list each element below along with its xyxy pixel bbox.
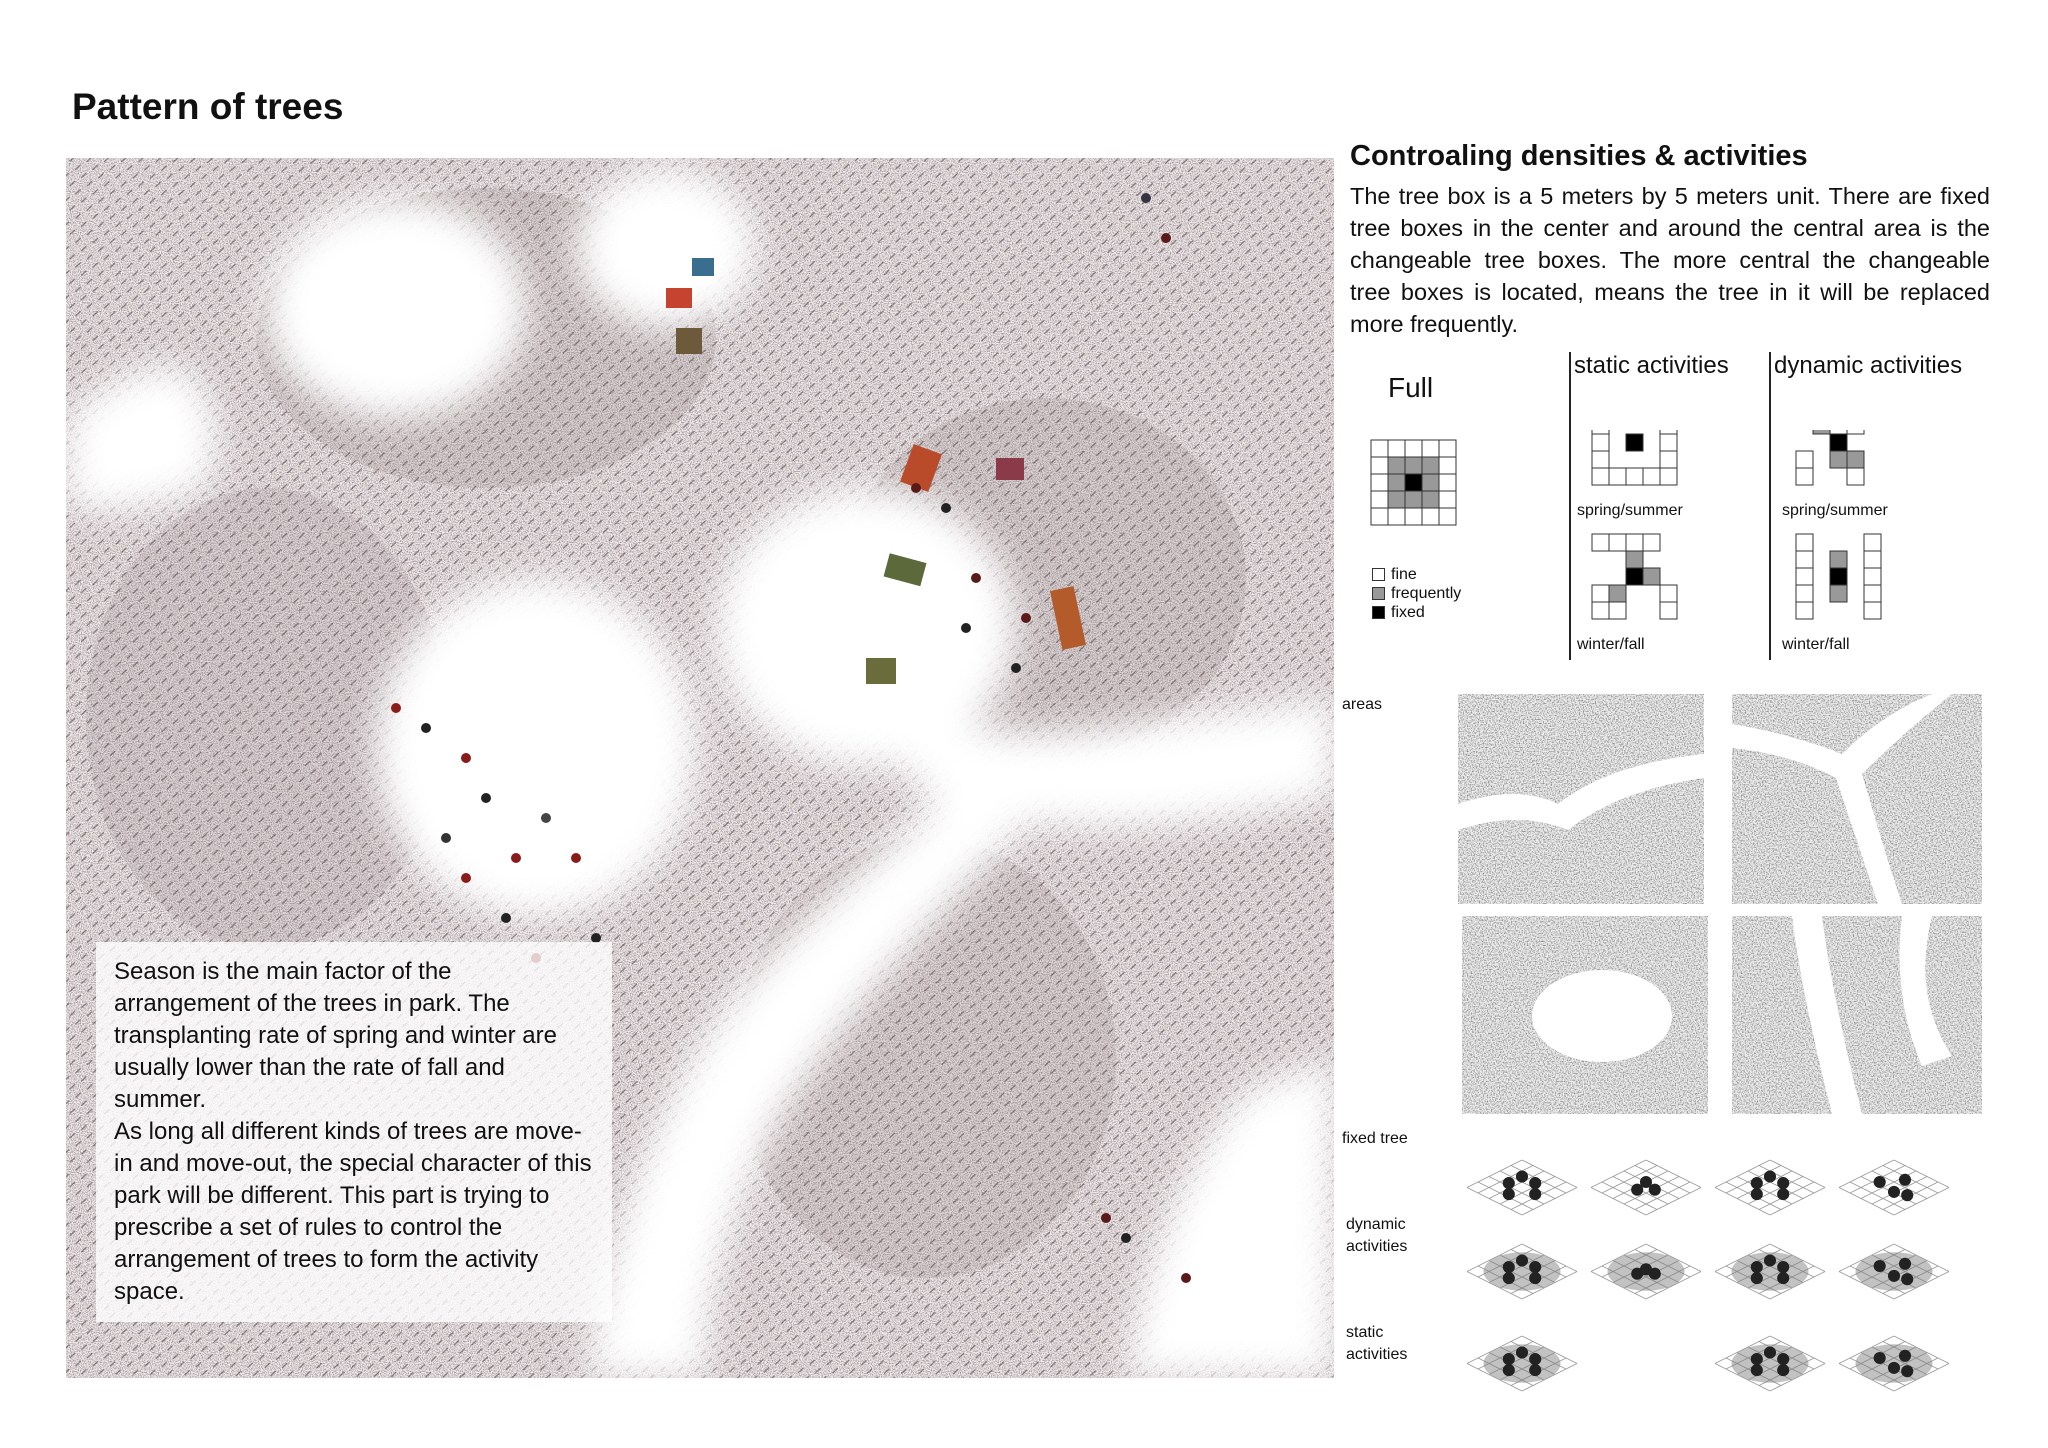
tree-box-cell <box>1796 451 1813 468</box>
tree-box-cell <box>1796 568 1813 585</box>
tree-box-cell <box>1660 451 1677 468</box>
tree-box-cell <box>1626 468 1643 485</box>
tree-box-cell <box>1626 534 1643 551</box>
tree-box-cell <box>1643 534 1660 551</box>
tree-box-cell <box>1371 508 1388 525</box>
grid-static-spring-summer <box>1592 430 1677 485</box>
tree-box-cell <box>1847 468 1864 485</box>
tree-box-cell <box>1626 551 1643 568</box>
tree-box-cell <box>1609 585 1626 602</box>
tree-box-cell <box>1371 474 1388 491</box>
dynamic-activities-heading: dynamic activities <box>1774 352 1963 379</box>
areas-label: areas <box>1342 696 1383 713</box>
tree-box-cell <box>1864 602 1881 619</box>
tree-box-cell <box>1592 585 1609 602</box>
tree-box-cell <box>1796 585 1813 602</box>
tree-box-cell <box>1796 551 1813 568</box>
tree-box-cell <box>1592 602 1609 619</box>
iso-fixed-3 <box>1715 1160 1825 1215</box>
tree-box-cell <box>1371 440 1388 457</box>
area-thumb-3 <box>1462 916 1708 1114</box>
tree-box-cell <box>1864 534 1881 551</box>
tree-box-cell <box>1439 491 1456 508</box>
dynamic-winter-fall-label: winter/fall <box>1782 636 1850 653</box>
iso-fixed-1 <box>1467 1160 1577 1215</box>
tree-box-cell <box>1592 434 1609 451</box>
dynamic-spring-summer-label: spring/summer <box>1782 502 1888 519</box>
page-title: Pattern of trees <box>72 86 344 127</box>
area-thumbnails <box>1458 694 1982 1114</box>
static-activities-heading: static activities <box>1574 352 1729 379</box>
tree-box-cell <box>1422 440 1439 457</box>
tree-box-cell <box>1439 440 1456 457</box>
tree-box-cell <box>1830 585 1847 602</box>
tree-box-cell <box>1864 551 1881 568</box>
tree-box-cell <box>1796 602 1813 619</box>
tree-box-cell <box>1830 568 1847 585</box>
tree-box-cell <box>1643 568 1660 585</box>
tree-box-cell <box>1660 430 1677 434</box>
area-thumb-1 <box>1458 694 1704 904</box>
iso-static-1 <box>1467 1336 1577 1391</box>
section-title: Controaling densities & activities <box>1350 140 1808 172</box>
tree-box-cell <box>1371 457 1388 474</box>
tree-box-cell <box>1388 491 1405 508</box>
iso-fixed-2 <box>1591 1160 1701 1215</box>
iso-dynamic-4 <box>1839 1244 1949 1299</box>
season-paragraph-2: As long all different kinds of trees are move-in and move-out, the special character of this park will be different. This part is trying to prescribe a set of rules to control the arrangement of trees to form the activity space. <box>114 1118 592 1305</box>
section-body: The tree box is a 5 meters by 5 meters unit. There are fixed tree boxes in the center and around the central area is the changeable tree boxes. The more central the changeable tree boxes is located, means the tree in it will be replaced more frequently. <box>1350 183 1990 337</box>
legend-frequently-label: frequently <box>1391 585 1462 602</box>
static-winter-fall-label: winter/fall <box>1577 636 1645 653</box>
tree-box-cell <box>1388 457 1405 474</box>
tree-box-cell <box>1609 468 1626 485</box>
iso-dynamic-1 <box>1467 1244 1577 1299</box>
tree-box-cell <box>1847 430 1864 434</box>
tree-box-cell <box>1796 534 1813 551</box>
tree-box-cell <box>1864 585 1881 602</box>
tree-box-cell <box>1592 451 1609 468</box>
tree-box-cell <box>1830 451 1847 468</box>
static-spring-summer-label: spring/summer <box>1577 502 1683 519</box>
tree-box-cell <box>1388 508 1405 525</box>
area-thumb-4 <box>1732 916 1982 1114</box>
dynamic-activities-label: dynamic activities <box>1346 1216 1408 1255</box>
tree-box-cell <box>1422 508 1439 525</box>
season-paragraph-1: Season is the main factor of the arrangement of the trees in park. The transplanting rate of spring and winter are usually lower than the rate of fall and summer. <box>114 958 557 1113</box>
tree-box-cell <box>1813 430 1830 434</box>
tree-box-cell <box>1660 468 1677 485</box>
tree-box-cell <box>1592 468 1609 485</box>
tree-box-cell <box>1422 457 1439 474</box>
static-activities-label: static activities <box>1346 1324 1408 1363</box>
full-label: Full <box>1388 372 1434 403</box>
isometric-tree-box-plots <box>1460 1120 2000 1420</box>
tree-box-cell <box>1643 468 1660 485</box>
tree-box-cell <box>1422 474 1439 491</box>
legend-swatch-fixed <box>1372 606 1385 619</box>
tree-box-cell <box>1609 602 1626 619</box>
tree-box-cell <box>1660 434 1677 451</box>
tree-box-cell <box>1609 534 1626 551</box>
legend-frequently <box>1372 585 1461 603</box>
season-description <box>96 942 612 1322</box>
tree-box-cell <box>1796 468 1813 485</box>
tree-box-cell <box>1626 434 1643 451</box>
legend-fixed-label: fixed <box>1391 604 1425 621</box>
legend-fine <box>1372 566 1417 584</box>
iso-dynamic-3 <box>1715 1244 1825 1299</box>
tree-box-cell <box>1592 534 1609 551</box>
tree-box-cell <box>1592 430 1609 434</box>
tree-box-cell <box>1405 508 1422 525</box>
legend-fixed <box>1372 604 1425 622</box>
tree-box-cell <box>1388 474 1405 491</box>
tree-box-cell <box>1830 434 1847 451</box>
tree-box-cell <box>1439 474 1456 491</box>
iso-dynamic-2 <box>1591 1244 1701 1299</box>
grid-dynamic-winter-fall <box>1796 534 1881 619</box>
tree-box-cell <box>1405 457 1422 474</box>
iso-static-4 <box>1839 1336 1949 1391</box>
legend-fine-label: fine <box>1391 566 1417 583</box>
grid-static-winter-fall <box>1592 534 1677 619</box>
tree-box-cell <box>1864 568 1881 585</box>
tree-box-cell <box>1405 474 1422 491</box>
legend-swatch-frequently <box>1372 587 1385 600</box>
tree-box-cell <box>1626 568 1643 585</box>
tree-box-cell <box>1660 602 1677 619</box>
iso-static-3 <box>1715 1336 1825 1391</box>
area-thumb-2 <box>1732 694 1982 904</box>
tree-box-cell <box>1439 508 1456 525</box>
iso-fixed-4 <box>1839 1160 1949 1215</box>
tree-box-cell <box>1405 440 1422 457</box>
grid-full <box>1371 440 1456 525</box>
tree-box-grids <box>1360 430 1960 670</box>
legend-swatch-fine <box>1372 568 1385 581</box>
tree-box-cell <box>1847 451 1864 468</box>
tree-box-cell <box>1422 491 1439 508</box>
tree-box-cell <box>1830 551 1847 568</box>
grid-dynamic-spring-summer <box>1796 430 1864 485</box>
tree-box-cell <box>1371 491 1388 508</box>
tree-box-cell <box>1405 491 1422 508</box>
tree-box-cell <box>1388 440 1405 457</box>
tree-box-cell <box>1660 585 1677 602</box>
fixed-tree-label: fixed tree <box>1342 1130 1408 1147</box>
tree-box-cell <box>1439 457 1456 474</box>
